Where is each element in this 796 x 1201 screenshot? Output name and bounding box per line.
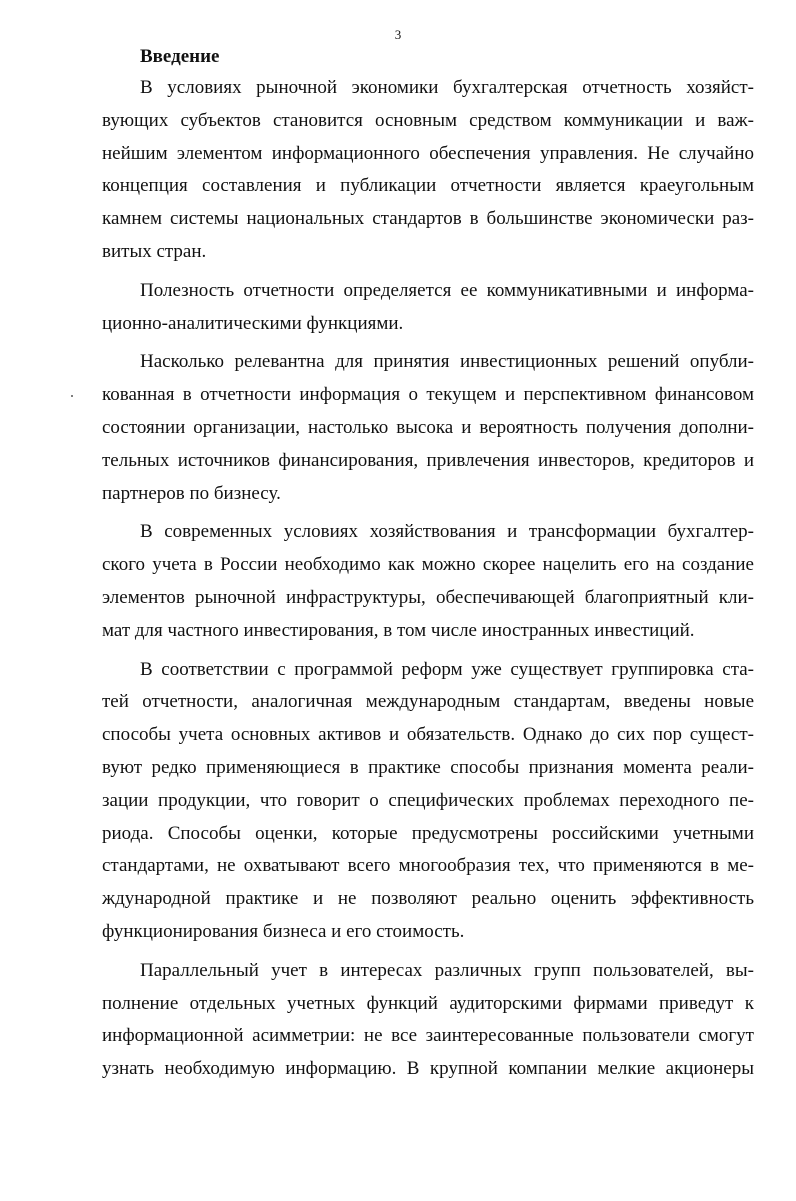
document-body: [102, 44, 754, 1092]
paragraph-line: полнение отдельных учетных функций аудиторскими фирмами приведут к: [102, 992, 754, 1014]
paragraph-line: стандартами, не охватывают всего многообразия тех, что применяются в ме-: [102, 855, 754, 877]
paragraph-line: Параллельный учет в интересах различных групп пользователей, вы-: [140, 959, 754, 981]
paragraph-line: ского учета в России необходимо как можно скорее нацелить его на создание: [102, 554, 754, 576]
paragraph-line: риода. Способы оценки, которые предусмотрены российскими учетными: [102, 822, 754, 844]
paragraph-line: состоянии организации, настолько высока и вероятность получения дополни-: [102, 416, 754, 438]
paragraph-line: В условиях рыночной экономики бухгалтерская отчетность хозяйст-: [140, 77, 754, 98]
paragraph-line: элементов рыночной инфраструктуры, обеспечивающей благоприятный кли-: [102, 586, 754, 608]
page-number: 3: [394, 27, 402, 42]
paragraph-line: кованная в отчетности информация о текущем и перспективном финансовом: [102, 384, 754, 406]
paragraph-line: нейшим элементом информационного обеспечения управления. Не случайно: [102, 142, 754, 164]
paragraph-line: партнеров по бизнесу.: [102, 482, 281, 504]
paragraph-line: узнать необходимую информацию. В крупной компании мелкие акционеры: [102, 1058, 754, 1080]
scan-speck: [71, 395, 73, 397]
paragraph-line: тельных источников финансирования, привлечения инвесторов, кредиторов и: [102, 449, 754, 471]
section-heading: Введение: [140, 46, 220, 67]
paragraph: [102, 654, 754, 949]
paragraph-line: способы учета основных активов и обязательств. Однако до сих пор сущест-: [102, 724, 754, 746]
paragraph-line: мат для частного инвестирования, в том числе иностранных инвестиций.: [102, 619, 695, 641]
paragraph-line: Полезность отчетности определяется ее коммуникативными и информа-: [140, 279, 754, 301]
paragraph-line: вующих субъектов становится основным средством коммуникации и важ-: [102, 109, 754, 131]
paragraph-line: витых стран.: [102, 240, 207, 262]
paragraph-line: зации продукции, что говорит о специфических проблемах переходного пе-: [102, 789, 754, 811]
paragraph-list: [102, 72, 754, 1086]
paragraph-line: концепция составления и публикации отчетности является краеугольным: [102, 175, 754, 197]
paragraph: [102, 955, 754, 1086]
paragraph-line: В современных условиях хозяйствования и трансформации бухгалтер-: [140, 521, 754, 543]
paragraph: [102, 72, 754, 269]
paragraph-line: ционно-аналитическими функциями.: [102, 312, 404, 334]
paragraph-line: Насколько релевантна для принятия инвестиционных решений опубли-: [140, 351, 754, 373]
paragraph-line: функционирования бизнеса и его стоимость.: [102, 920, 465, 942]
paragraph-line: ждународной практике и не позволяют реально оценить эффективность: [102, 888, 754, 910]
paragraph-line: тей отчетности, аналогичная международным стандартам, введены новые: [102, 691, 754, 713]
paragraph: [102, 346, 754, 510]
paragraph-line: В соответствии с программой реформ уже существует группировка ста-: [140, 658, 754, 680]
paragraph-line: вуют редко применяющиеся в практике способы признания момента реали-: [102, 756, 754, 778]
paragraph-line: камнем системы национальных стандартов в большинстве экономически раз-: [102, 208, 754, 230]
paragraph: [102, 516, 754, 647]
paragraph: [102, 275, 754, 341]
paragraph-line: информационной асимметрии: не все заинтересованные пользователи смогут: [102, 1025, 754, 1047]
